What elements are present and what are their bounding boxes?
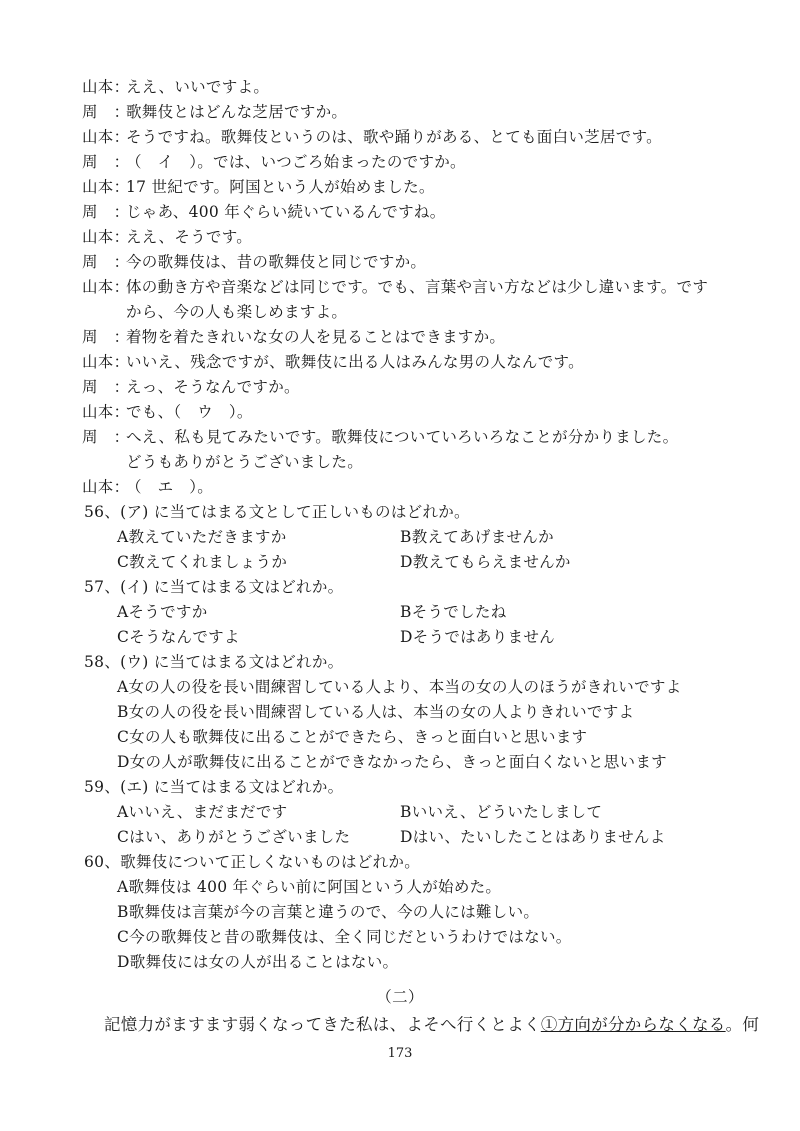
- dialogue-line: 山本：（ エ ）。: [82, 478, 214, 496]
- speaker: 周 ：: [82, 428, 130, 446]
- option-60d: D歌舞伎には女の人が出ることはない。: [117, 953, 399, 971]
- paragraph: 記憶力がますます弱くなってきた私は、よそへ行くとよく①方向が分からなくなる。何: [104, 1015, 760, 1034]
- dialogue-line: 山本：いいえ、残念ですが、歌舞伎に出る人はみんな男の人なんです。: [82, 353, 584, 371]
- dialogue-line: 周 ：（ イ ）。では、いつごろ始まったのですか。: [82, 153, 466, 171]
- dialogue-line: 山本：17 世紀です。阿国という人が始めました。: [82, 178, 435, 196]
- question-57: 57、(イ) に当てはまる文はどれか。: [84, 578, 344, 596]
- dialogue-continuation: から、今の人も楽しめますよ。: [126, 303, 348, 321]
- option-60c: C今の歌舞伎と昔の歌舞伎は、全く同じだというわけではない。: [117, 928, 572, 946]
- option-59b: Bいいえ、どういたしまして: [400, 803, 603, 821]
- speaker: 周 ：: [82, 378, 130, 396]
- option-57d: Dそうではありません: [400, 628, 555, 646]
- underlined-phrase: ①方向が分からなくなる: [540, 1015, 726, 1034]
- page-number: 173: [387, 1046, 413, 1061]
- dialogue-line: 山本：でも、（ ウ ）。: [82, 403, 253, 421]
- speaker: 山本：: [82, 78, 130, 96]
- dialogue-line: 周 ：今の歌舞伎は、昔の歌舞伎と同じですか。: [82, 253, 427, 271]
- speaker: 山本：: [82, 403, 130, 421]
- dialogue-line: 周 ：えっ、そうなんですか。: [82, 378, 300, 396]
- section-title: （二）: [376, 988, 424, 1006]
- dialogue-line: 山本：体の動き方や音楽などは同じです。でも、言葉や言い方などは少し違います。です: [82, 278, 709, 296]
- option-59a: Aいいえ、まだまだです: [117, 803, 288, 821]
- option-56c: C教えてくれましょうか: [117, 553, 288, 571]
- option-58b: B女の人の役を長い間練習している人は、本当の女の人よりきれいですよ: [117, 703, 635, 721]
- option-56d: D教えてもらえませんか: [400, 553, 571, 571]
- option-56b: B教えてあげませんか: [400, 528, 554, 546]
- question-60: 60、歌舞伎について正しくないものはどれか。: [84, 853, 421, 871]
- speaker: 周 ：: [82, 153, 130, 171]
- dialogue-line: 周 ：歌舞伎とはどんな芝居ですか。: [82, 103, 348, 121]
- speaker: 山本：: [82, 478, 130, 496]
- option-57b: Bそうでしたね: [400, 603, 507, 621]
- speaker: 周 ：: [82, 253, 130, 271]
- option-60a: A歌舞伎は 400 年ぐらい前に阿国という人が始めた。: [117, 878, 502, 896]
- dialogue-line: 周 ：へえ、私も見てみたいです。歌舞伎についていろいろなことが分かりました。: [82, 428, 679, 446]
- option-57a: Aそうですか: [117, 603, 208, 621]
- dialogue-line: 山本：そうですね。歌舞伎というのは、歌や踊りがある、とても面白い芝居です。: [82, 128, 662, 146]
- dialogue-continuation: どうもありがとうございました。: [126, 453, 364, 471]
- speaker: 周 ：: [82, 203, 130, 221]
- speaker: 山本：: [82, 278, 130, 296]
- option-58a: A女の人の役を長い間練習している人より、本当の女の人のほうがきれいですよ: [117, 678, 682, 696]
- option-59c: Cはい、ありがとうございました: [117, 828, 351, 846]
- option-56a: A教えていただきますか: [117, 528, 287, 546]
- option-57c: Cそうなんですよ: [117, 628, 240, 646]
- question-56: 56、(ア) に当てはまる文として正しいものはどれか。: [84, 503, 470, 521]
- option-58d: D女の人が歌舞伎に出ることができなかったら、きっと面白くないと思います: [117, 753, 667, 771]
- dialogue-line: 周 ：着物を着たきれいな女の人を見ることはできますか。: [82, 328, 506, 346]
- speaker: 山本：: [82, 353, 130, 371]
- question-59: 59、(エ) に当てはまる文はどれか。: [84, 778, 344, 796]
- option-60b: B歌舞伎は言葉が今の言葉と違うので、今の人には難しい。: [117, 903, 540, 921]
- speaker: 山本：: [82, 228, 130, 246]
- speaker: 周 ：: [82, 328, 130, 346]
- speaker: 山本：: [82, 128, 130, 146]
- option-59d: Dはい、たいしたことはありませんよ: [400, 828, 666, 846]
- dialogue-line: 山本：ええ、そうです。: [82, 228, 253, 246]
- question-58: 58、(ウ) に当てはまる文はどれか。: [84, 653, 344, 671]
- speaker: 周 ：: [82, 103, 130, 121]
- option-58c: C女の人も歌舞伎に出ることができたら、きっと面白いと思います: [117, 728, 588, 746]
- dialogue-line: 山本：ええ、いいですよ。: [82, 78, 270, 96]
- dialogue-line: 周 ：じゃあ、400 年ぐらい続いているんですね。: [82, 203, 446, 221]
- speaker: 山本：: [82, 178, 130, 196]
